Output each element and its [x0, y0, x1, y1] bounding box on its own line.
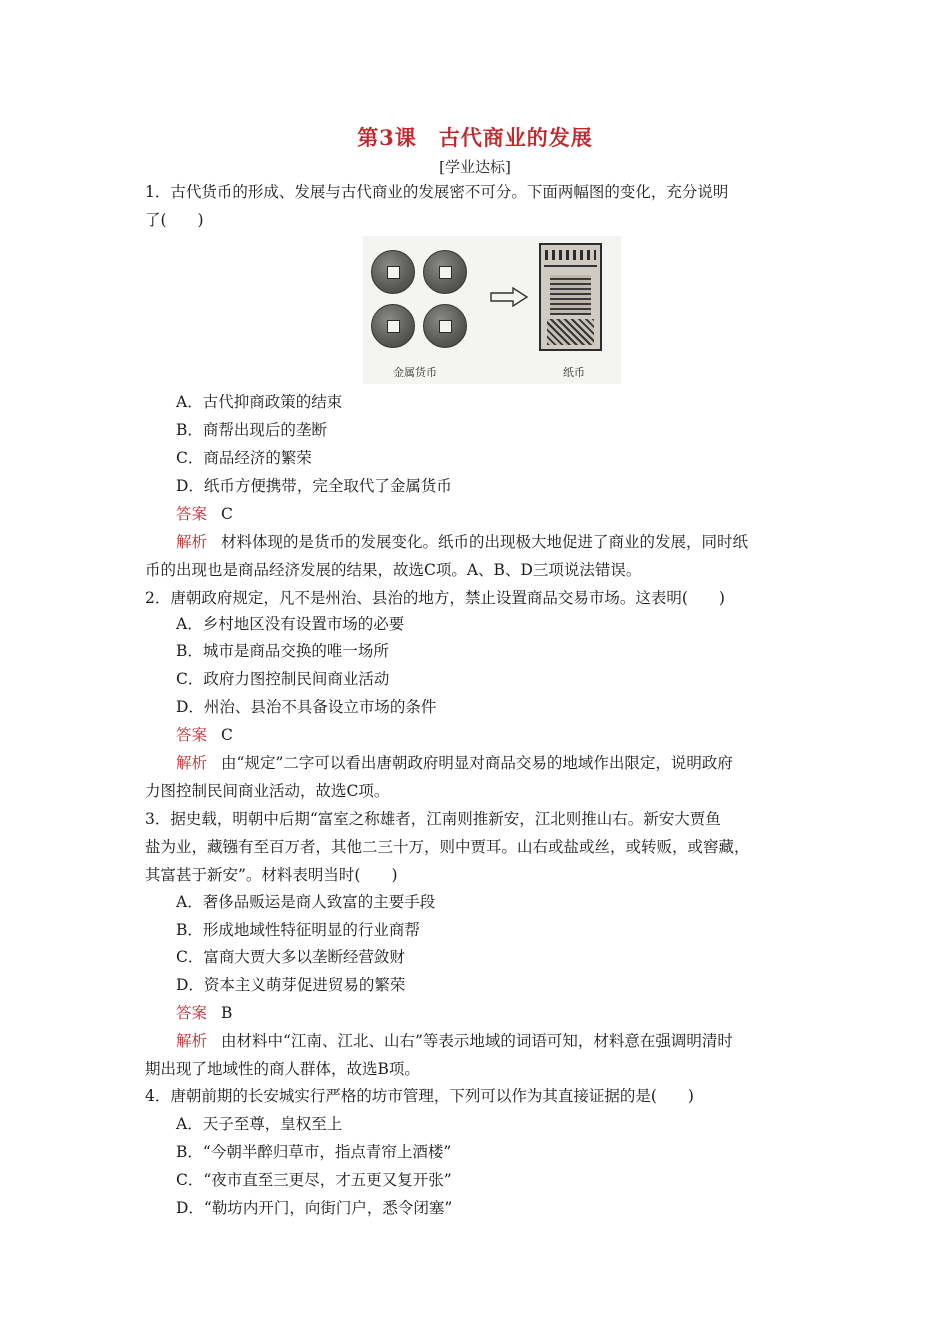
q2-option-a: A．乡村地区没有设置市场的必要 [176, 615, 405, 633]
q1-option-a: A．古代抑商政策的结束 [176, 393, 343, 411]
q1-stem-line-1: 1．古代货币的形成、发展与古代商业的发展密不可分。下面两幅图的变化，充分说明 [145, 183, 729, 201]
analysis-text: 由“规定”二字可以看出唐朝政府明显对商品交易的地域作出限定，说明政府 [221, 754, 733, 772]
q1-answer [176, 504, 838, 524]
q1-analysis-line-2: 币的出现也是商品经济发展的结果，故选C项。A、B、D三项说法错误。 [145, 561, 642, 579]
q3-option-a: A．奢侈品贩运是商人致富的主要手段 [176, 893, 436, 911]
q2-option-b: B．城市是商品交换的唯一场所 [176, 642, 389, 660]
q2-option-c: C．政府力图控制民间商业活动 [176, 670, 390, 688]
answer-label: 答案 [176, 726, 208, 744]
answer-value: B [221, 1004, 233, 1022]
q3-answer [176, 1003, 838, 1023]
q3-stem-line-3: 其富甚于新安”。材料表明当时( ) [145, 866, 398, 884]
q4-option-c: C．“夜市直至三更尽，才五更又复开张” [176, 1171, 452, 1189]
q2-answer [176, 725, 838, 745]
analysis-label: 解析 [176, 754, 208, 772]
q3-analysis-line-1 [176, 1031, 838, 1051]
lesson-title: 第3课 古代商业的发展 [357, 125, 593, 150]
q1-option-b: B．商帮出现后的垄断 [176, 421, 327, 439]
q2-analysis-line-1 [176, 753, 838, 773]
coin-icon [423, 304, 467, 348]
q3-stem-line-2: 盐为业，藏镪有至百万者，其他二三十万，则中贾耳。山右或盐或丝，或转贩，或窖藏， [145, 838, 750, 856]
q4-option-b: B．“今朝半醉归草市，指点青帘上酒楼” [176, 1143, 452, 1161]
q1-stem-line-2: 了( ) [145, 211, 204, 229]
analysis-text: 由材料中“江南、江北、山右”等表示地域的词语可知，材料意在强调明清时 [221, 1032, 733, 1050]
analysis-text: 材料体现的是货币的发展变化。纸币的出现极大地促进了商业的发展，同时纸 [221, 533, 749, 551]
q1-option-c: C．商品经济的繁荣 [176, 449, 312, 467]
q3-option-d: D．资本主义萌芽促进贸易的繁荣 [176, 976, 406, 994]
q4-stem: 4．唐朝前期的长安城实行严格的坊市管理，下列可以作为其直接证据的是( ) [145, 1087, 694, 1105]
coin-icon [423, 250, 467, 294]
metal-currency-caption: 金属货币 [393, 366, 437, 379]
paper-note-image [539, 243, 602, 351]
answer-value: C [221, 726, 233, 744]
answer-label: 答案 [176, 505, 208, 523]
q2-analysis-line-2: 力图控制民间商业活动，故选C项。 [145, 782, 390, 800]
paper-currency-caption: 纸币 [563, 366, 585, 379]
coin-icon [371, 304, 415, 348]
analysis-label: 解析 [176, 1032, 208, 1050]
q3-analysis-line-2: 期出现了地域性的商人群体，故选B项。 [145, 1060, 420, 1078]
q3-option-b: B．形成地域性特征明显的行业商帮 [176, 921, 420, 939]
q4-option-d: D．“勒坊内开门，向街门户，悉令闭塞” [176, 1199, 453, 1217]
answer-label: 答案 [176, 1004, 208, 1022]
answer-value: C [221, 505, 233, 523]
q3-option-c: C．富商大贾大多以垄断经营敛财 [176, 948, 405, 966]
coin-icon [371, 250, 415, 294]
q2-option-d: D．州治、县治不具备设立市场的条件 [176, 698, 437, 716]
section-label: [学业达标] [439, 158, 511, 176]
q3-stem-line-1: 3．据史载，明朝中后期“富室之称雄者，江南则推新安，江北则推山右。新安大贾鱼 [145, 810, 721, 828]
arrow-right-icon [489, 287, 529, 307]
q4-option-a: A．天子至尊，皇权至上 [176, 1115, 343, 1133]
q1-option-d: D．纸币方便携带，完全取代了金属货币 [176, 477, 452, 495]
q2-stem: 2．唐朝政府规定，凡不是州治、县治的地方，禁止设置商品交易市场。这表明( ) [145, 589, 725, 607]
q1-analysis-line-1 [176, 532, 838, 552]
analysis-label: 解析 [176, 533, 208, 551]
